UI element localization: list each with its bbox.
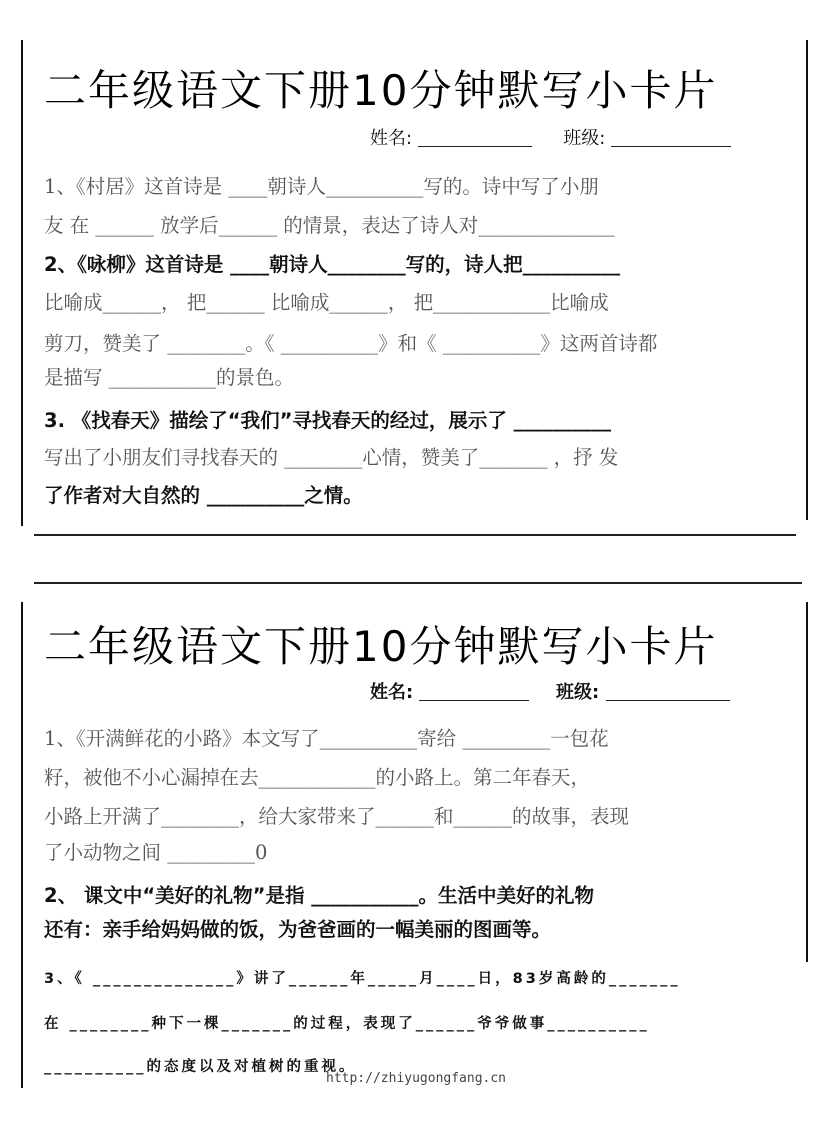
card2-name-field[interactable] bbox=[419, 682, 529, 701]
card2-line-5: 2、 课文中“美好的礼物”是指 ___________。生活中美好的礼物 bbox=[44, 884, 595, 907]
card2-line-2: 籽，被他不小心漏掉在去____________的小路上。第二年春天， bbox=[44, 766, 591, 789]
card2-left-border bbox=[21, 602, 23, 1088]
card2-line-7: 3、《 ______________》讲了______年_____月____日，83岁高龄的_______ bbox=[44, 971, 681, 987]
card2-line-6: 还有：亲手给妈妈做的饭，为爸爸画的一幅美丽的图画等。 bbox=[44, 918, 552, 941]
card1-left-border bbox=[21, 40, 23, 526]
card2-title: 二年级语文下册10分钟默写小卡片 bbox=[44, 622, 718, 671]
card1-line-6: 是描写 ___________的景色。 bbox=[44, 366, 294, 389]
card2-right-border bbox=[806, 602, 808, 962]
card2-name-label: 姓名: bbox=[370, 682, 414, 703]
footer-url[interactable]: http://zhiyugongfang.cn bbox=[326, 1071, 507, 1086]
card1-line-7: 3. 《找春天》描绘了“我们”寻找春天的经过，展示了 __________ bbox=[44, 409, 612, 432]
card2-line-4: 了小动物之间 _________0 bbox=[44, 841, 268, 864]
card1-name-field[interactable] bbox=[418, 128, 532, 147]
card1-line-2: 友 在 ______ 放学后______ 的情景，表达了诗人对______________ bbox=[44, 214, 615, 237]
card2-top-rule bbox=[34, 582, 802, 584]
card1-name-row bbox=[370, 124, 731, 150]
card2-name-row bbox=[370, 678, 730, 704]
card1-line-1: 1、《村居》这首诗是 ____朝诗人__________写的。诗中写了小朋 bbox=[44, 175, 599, 198]
card1-class-field[interactable] bbox=[611, 128, 731, 147]
card1-line-3: 2、《咏柳》这首诗是 ____朝诗人________写的，诗人把__________ bbox=[44, 253, 621, 276]
card1-line-8: 写出了小朋友们寻找春天的 ________心情，赞美了_______ ，抒 发 bbox=[44, 446, 619, 469]
card1-bottom-rule bbox=[34, 534, 796, 536]
card2-class-label: 班级: bbox=[556, 682, 600, 703]
card1-right-border bbox=[806, 40, 808, 520]
card1-line-9: 了作者对大自然的 __________之情。 bbox=[44, 484, 363, 507]
card2-line-8: 在 ________种下一棵_______的过程，表现了______爷爷做事__________ bbox=[44, 1016, 650, 1032]
card2-class-field[interactable] bbox=[606, 682, 730, 701]
card2-line-3: 小路上开满了________，给大家带来了______和______的故事，表现 bbox=[44, 805, 630, 828]
card1-name-label: 姓名: bbox=[370, 128, 413, 149]
card2-line-9: __________的态度以及对植树的重视。 bbox=[44, 1059, 357, 1075]
card1-class-label: 班级: bbox=[563, 128, 606, 149]
card2-line-1: 1、《开满鲜花的小路》本文写了__________寄给 _________一包花 bbox=[44, 727, 609, 750]
card1-line-4: 比喻成______， 把______ 比喻成______， 把____________比喻成 bbox=[44, 291, 609, 314]
card1-title: 二年级语文下册10分钟默写小卡片 bbox=[44, 66, 718, 115]
card1-line-5: 剪刀，赞美了 ________。《 __________》和《 __________》这两首诗都 bbox=[44, 332, 658, 355]
